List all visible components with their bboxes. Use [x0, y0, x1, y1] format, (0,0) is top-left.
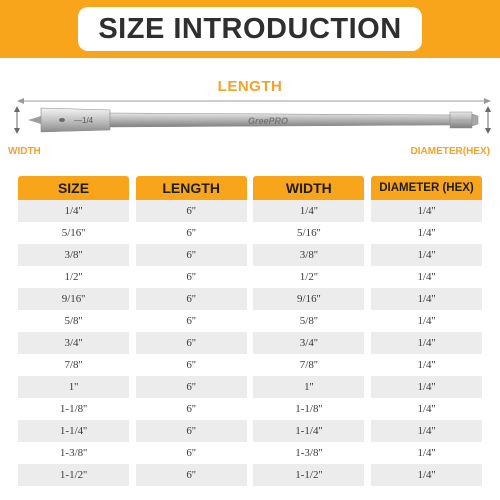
table-cell: 3/4'' [253, 332, 364, 354]
length-label: LENGTH [217, 78, 283, 95]
table-cell: 5/16'' [253, 222, 364, 244]
table-cell: 7/8'' [18, 354, 129, 376]
table-cell: 1-1/4'' [253, 420, 364, 442]
table-cell: 1/4'' [371, 310, 482, 332]
width-label: WIDTH [8, 146, 41, 157]
table-cell: 6'' [136, 222, 247, 244]
size-column-header: SIZE [18, 176, 129, 200]
table-cell: 5/16'' [18, 222, 129, 244]
table-cell: 1'' [18, 376, 129, 398]
diameter-column-header: DIAMETER (HEX) [371, 176, 482, 200]
size-table [18, 176, 482, 490]
table-cell: 1-1/4'' [18, 420, 129, 442]
table-cell: 3/8'' [253, 244, 364, 266]
length-column [136, 176, 247, 490]
page-title: SIZE INTRODUCTION [98, 12, 402, 45]
table-cell: 1/4'' [371, 442, 482, 464]
table-cell: 1'' [253, 376, 364, 398]
table-cell: 1-1/8'' [253, 398, 364, 420]
title-banner [0, 0, 500, 58]
table-cell: 6'' [136, 398, 247, 420]
brand-text: GreePRO [248, 116, 289, 126]
table-cell: 6'' [136, 310, 247, 332]
table-cell: 1-1/2'' [18, 464, 129, 486]
table-cell: 6'' [136, 442, 247, 464]
table-cell: 1/2'' [18, 266, 129, 288]
svg-text:—1/4: —1/4 [74, 116, 94, 125]
table-cell: 6'' [136, 376, 247, 398]
table-cell: 1/4'' [371, 332, 482, 354]
table-cell: 3/8'' [18, 244, 129, 266]
table-cell: 1/4'' [371, 288, 482, 310]
table-cell: 1/4'' [371, 266, 482, 288]
table-cell: 6'' [136, 332, 247, 354]
table-cell: 5/8'' [18, 310, 129, 332]
size-column [18, 176, 129, 490]
table-cell: 9/16'' [253, 288, 364, 310]
diameter-column [371, 176, 482, 490]
table-cell: 1/4'' [371, 464, 482, 486]
table-cell: 6'' [136, 266, 247, 288]
table-cell: 6'' [136, 288, 247, 310]
table-cell: 6'' [136, 354, 247, 376]
table-cell: 1/4'' [371, 200, 482, 222]
table-cell: 1-1/2'' [253, 464, 364, 486]
length-column-header: LENGTH [136, 176, 247, 200]
table-cell: 9/16'' [18, 288, 129, 310]
table-cell: 6'' [136, 420, 247, 442]
table-cell: 1/4'' [371, 420, 482, 442]
table-cell: 7/8'' [253, 354, 364, 376]
table-cell: 1/4'' [371, 244, 482, 266]
spade-bit-illustration [10, 104, 494, 136]
width-column [253, 176, 364, 490]
width-column-header: WIDTH [253, 176, 364, 200]
title-pill [78, 7, 422, 51]
table-cell: 1-3/8'' [18, 442, 129, 464]
table-cell: 1/4'' [18, 200, 129, 222]
table-cell: 6'' [136, 464, 247, 486]
table-cell: 1/2'' [253, 266, 364, 288]
table-cell: 5/8'' [253, 310, 364, 332]
table-cell: 1/4'' [371, 222, 482, 244]
table-cell: 3/4'' [18, 332, 129, 354]
table-cell: 1-1/8'' [18, 398, 129, 420]
table-cell: 6'' [136, 244, 247, 266]
table-cell: 1/4'' [371, 376, 482, 398]
table-cell: 1/4'' [371, 354, 482, 376]
diameter-hex-label: DIAMETER(HEX) [410, 146, 490, 157]
table-cell: 1/4'' [371, 398, 482, 420]
table-cell: 6'' [136, 200, 247, 222]
table-cell: 1-3/8'' [253, 442, 364, 464]
table-cell: 1/4'' [253, 200, 364, 222]
